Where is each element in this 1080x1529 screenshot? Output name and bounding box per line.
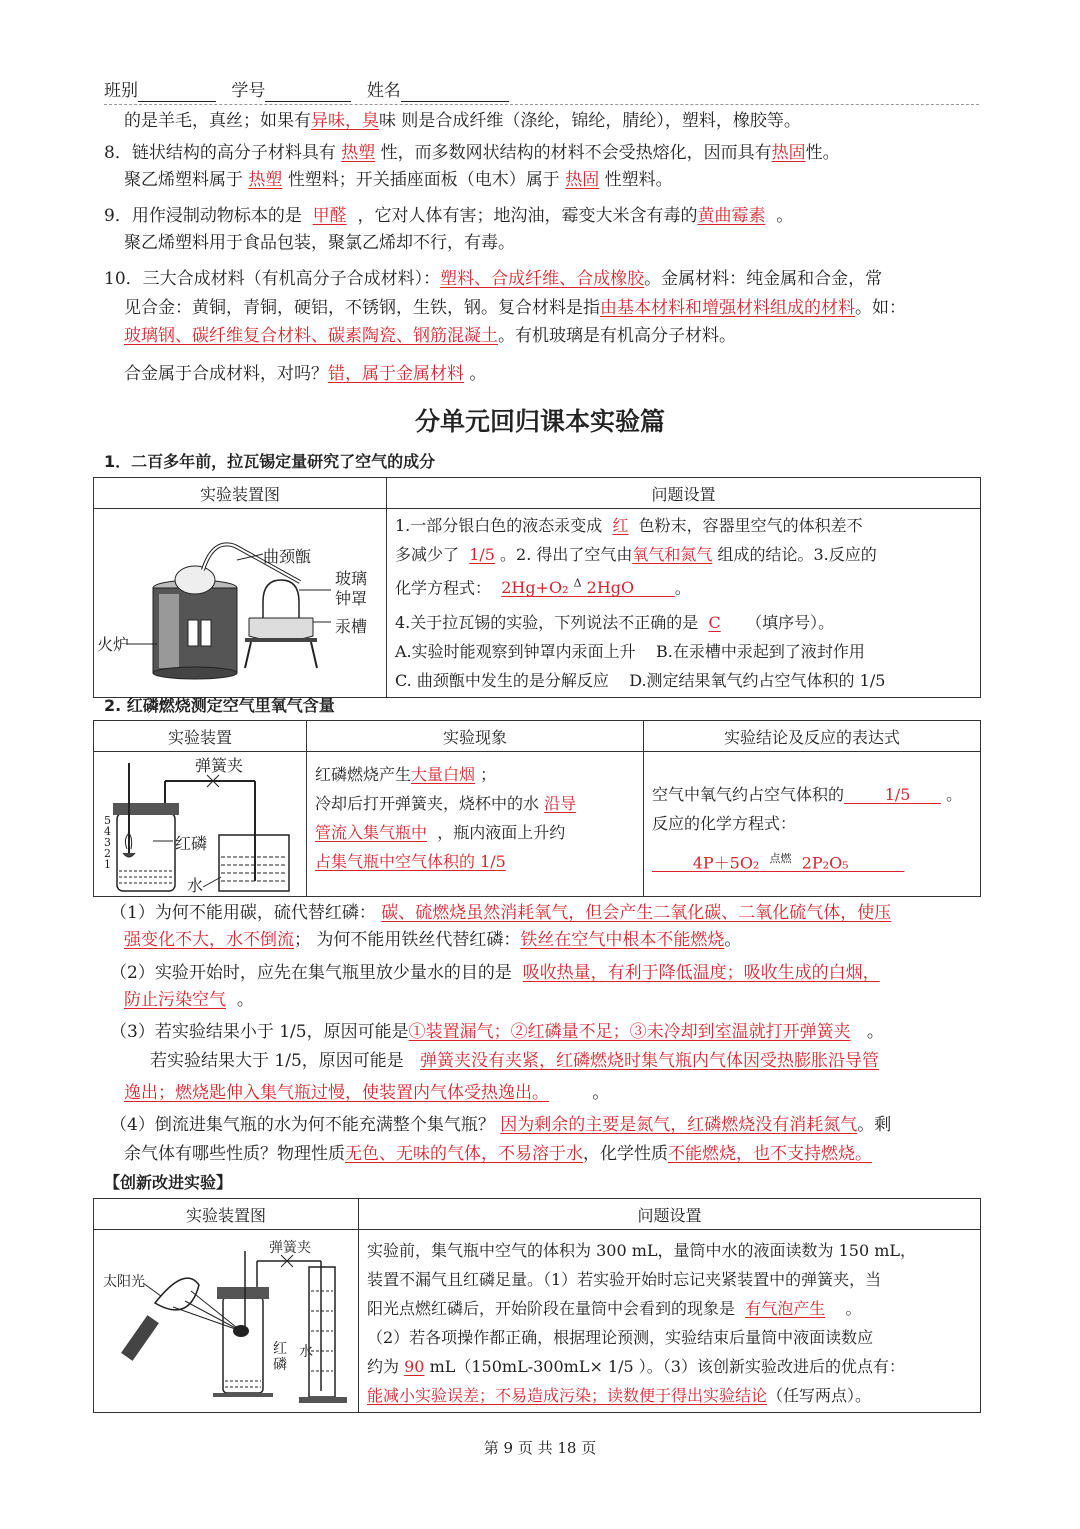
answer-equation: 4P＋5O₂ $^{点燃}$ 2P₂O₅ bbox=[692, 852, 849, 873]
text-line: 强变化不大，水不倒流； 为何不能用铁丝代替红磷：铁丝在空气中根本不能燃烧。 bbox=[124, 930, 742, 950]
figure-cell bbox=[94, 1230, 359, 1413]
col-header: 实验装置图 bbox=[94, 1199, 359, 1230]
name-blank[interactable] bbox=[401, 83, 509, 102]
answer: 管流入集气瓶中 bbox=[315, 823, 428, 842]
answer: 红 bbox=[612, 516, 629, 535]
col-header: 实验结论及反应的表达式 bbox=[644, 721, 981, 752]
class-blank[interactable] bbox=[138, 83, 216, 102]
innovation-table bbox=[93, 1198, 981, 1413]
answer: 热固 bbox=[565, 170, 600, 190]
label-phosphorus: 红磷 bbox=[175, 834, 208, 853]
label-bell-jar-2: 钟罩 bbox=[335, 589, 368, 608]
qa-3: （3）若实验结果小于 1/5，原因可能是①装置漏气；②红磷量不足；③未冷却到室温就打开弹簧夹 。 bbox=[110, 1022, 884, 1042]
answer: 塑料、合成纤维、合成橡胶 bbox=[440, 269, 645, 289]
label-trough: 汞槽 bbox=[335, 617, 368, 636]
phenomenon-cell: 红磷燃烧产生大量白烟 ； 冷却后打开弹簧夹，烧杯中的水 沿导 管流入集气瓶中 ，瓶内液面上升约 占集气瓶中空气体积的 1/5 bbox=[307, 752, 644, 897]
answer: 逸出；燃烧匙伸入集气瓶过慢，使装置内气体受热逸出。 bbox=[124, 1083, 549, 1103]
answer: 由基本材料和增强材料组成的材料 bbox=[600, 298, 855, 318]
text-line: 防止污染空气 。 bbox=[124, 990, 254, 1010]
conclusion-cell: 空气中氧气约占空气体积的 1/5 。 反应的化学方程式： 4P＋5O₂ $^{点燃}$ 2P₂O₅ bbox=[644, 752, 981, 897]
answer: C bbox=[708, 613, 721, 633]
label-water: 水 bbox=[187, 876, 204, 895]
label-furnace: 火炉 bbox=[97, 635, 130, 654]
answer: 无色、无味的气体，不易溶于水 bbox=[345, 1144, 583, 1164]
text-line: 合金属于合成材料，对吗？错，属于金属材料 。 bbox=[124, 364, 487, 384]
section-2-heading: 2. 红磷燃烧测定空气里氧气含量 bbox=[104, 696, 335, 715]
answer: 铁丝在空气中根本不能燃烧 bbox=[520, 930, 725, 950]
text-line: 见合金：黄铜，青铜，硬铝，不锈钢，生铁，钢。复合材料是指由基本材料和增强材料组成的材料。如： bbox=[124, 298, 906, 318]
student-info-header bbox=[104, 80, 979, 105]
answer: 大量白烟 bbox=[411, 765, 476, 784]
qa-4: （4）倒流进集气瓶的水为何不能充满整个集气瓶？ 因为剩余的主要是氮气，红磷燃烧没有消耗氮气。剩 bbox=[110, 1115, 892, 1135]
text-line: 聚乙烯塑料属于 热塑 性塑料；开关插座面板（电木）属于 热固 性塑料。 bbox=[124, 170, 673, 190]
answer: 1/5 bbox=[884, 785, 911, 804]
answer: 黄曲霉素 bbox=[697, 206, 766, 226]
col-header: 问题设置 bbox=[359, 1199, 981, 1230]
label-retort: 曲颈甑 bbox=[263, 547, 312, 566]
col-header: 问题设置 bbox=[387, 478, 981, 509]
answer: 沿导 bbox=[544, 794, 577, 813]
answer: 90 bbox=[404, 1357, 425, 1376]
figure-cell bbox=[94, 509, 387, 698]
id-blank[interactable] bbox=[265, 83, 351, 102]
text-line: 聚乙烯塑料用于食品包装，聚氯乙烯却不行，有毒。 bbox=[124, 233, 515, 253]
question-8: 8．链状结构的高分子材料具有 热塑 性，而多数网状结构的材料不会受热熔化，因而具有热固性。 bbox=[104, 143, 840, 163]
answer: 吸收热量，有利于降低温度；吸收生成的白烟， bbox=[522, 963, 880, 983]
answer: 占集气瓶中空气体积的 1/5 bbox=[315, 852, 506, 871]
text-line: 余气体有哪些性质？物理性质无色、无味的气体，不易溶于水，化学性质不能燃烧，也不支持燃烧。 bbox=[124, 1144, 872, 1164]
col-header: 实验现象 bbox=[307, 721, 644, 752]
answer: 弹簧夹没有夹紧，红磷燃烧时集气瓶内气体因受热膨胀沿导管 bbox=[419, 1051, 879, 1071]
figure-cell bbox=[94, 752, 307, 897]
page-number-footer: 第 9 页 共 18 页 bbox=[483, 1439, 597, 1457]
col-header: 实验装置图 bbox=[94, 478, 387, 509]
text-line: 玻璃钢、碳纤维复合材料、碳素陶瓷、钢筋混凝土。有机玻璃是有机高分子材料。 bbox=[124, 326, 736, 346]
solar-ignition-apparatus-figure bbox=[95, 1231, 357, 1411]
answer: 1/5 bbox=[469, 545, 495, 564]
answer: 异味，臭 bbox=[311, 111, 379, 131]
answer-equation: 2Hg+O₂ $^\Delta$ 2HgO bbox=[501, 577, 635, 598]
id-label: 学号 bbox=[231, 81, 266, 101]
label-phosphorus: 红 磷 bbox=[273, 1341, 287, 1373]
text-line: 逸出；燃烧匙伸入集气瓶过慢，使装置内气体受热逸出。 。 bbox=[124, 1083, 610, 1103]
answer: 玻璃钢、碳纤维复合材料、碳素陶瓷、钢筋混凝土 bbox=[124, 326, 498, 346]
text-line: 若实验结果大于 1/5，原因可能是 弹簧夹没有夹紧，红磷燃烧时集气瓶内气体因受热膨胀沿导管 bbox=[150, 1051, 879, 1071]
answer: 因为剩余的主要是氮气，红磷燃烧没有消耗氮气 bbox=[500, 1115, 858, 1135]
scale-marks: 5 4 3 2 1 bbox=[104, 814, 111, 871]
label-bell-jar-1: 玻璃 bbox=[335, 569, 368, 588]
answer: 碳、硫燃烧虽然消耗氧气，但会产生二氧化碳、二氧化硫气体，使压 bbox=[381, 903, 892, 923]
section-3-heading: 【创新改进实验】 bbox=[104, 1173, 233, 1192]
questions-cell: 1.一部分银白色的液态汞变成 红 色粉末，容器里空气的体积差不 多减少了 1/5 。2. 得出了空气由氧气和氮气 组成的结论。3.反应的 化学方程式： 2Hg+O₂ $^\Delta$ 2HgO 。 4.关于拉瓦锡的实验，下列说法不正确的是 C （填序号）。 A.实验时能观察到钟罩内汞面上升 B.在汞槽中汞起到了液封作用 C. 曲颈甑中发生的是分解反应 D.测定结果氧气约占空气体积的 1/5 bbox=[387, 509, 981, 698]
answer: 热塑 bbox=[341, 143, 376, 163]
lavoisier-table bbox=[93, 477, 981, 698]
section-1-heading: 1．二百多年前，拉瓦锡定量研究了空气的成分 bbox=[104, 452, 436, 471]
answer: 能减小实验误差；不易造成污染；读数便于得出实验结论 bbox=[367, 1386, 768, 1405]
label-clamp: 弹簧夹 bbox=[195, 756, 244, 775]
phosphorus-table bbox=[93, 720, 981, 897]
questions-cell: 实验前，集气瓶中空气的体积为 300 mL，量筒中水的液面读数为 150 mL， 装置不漏气且红磷足量。（1）若实验开始时忘记夹紧装置中的弹簧夹，当 阳光点燃红磷后，开始阶段在量筒中会看到的现象是 有气泡产生 。 （2）若各项操作都正确，根据理论预测，实验结束后量筒中液面读数应 约为 90 mL（150mL-300mL× 1/5 ）。（3）该创新实验改进后的优点有： 能减小实验误差；不易造成污染；读数便于得出实验结论（任写两点）。 bbox=[359, 1230, 981, 1413]
label-sunlight: 太阳光 bbox=[103, 1274, 145, 1290]
answer: 不能燃烧，也不支持燃烧。 bbox=[668, 1144, 872, 1164]
name-label: 姓名 bbox=[366, 81, 401, 101]
qa-2: （2）实验开始时，应先在集气瓶里放少量水的目的是 吸收热量，有利于降低温度；吸收生成的白烟， bbox=[110, 963, 880, 983]
answer: 有气泡产生 bbox=[745, 1299, 826, 1318]
qa-1: （1）为何不能用碳，硫代替红磷： 碳、硫燃烧虽然消耗氧气，但会产生二氧化碳、二氧化硫气体，使压 bbox=[110, 903, 892, 923]
answer: 强变化不大，水不倒流 bbox=[124, 930, 294, 950]
class-label: 班别 bbox=[104, 81, 138, 101]
question-9: 9．用作浸制动物标本的是 甲醛 ，它对人体有害；地沟油，霉变大米含有毒的黄曲霉素 。 bbox=[104, 206, 794, 226]
answer: 热塑 bbox=[248, 170, 283, 190]
text-line: 的是羊毛，真丝；如果有异味，臭味 则是合成纤维（涤纶，锦纶，腈纶），塑料，橡胶等。 bbox=[124, 111, 801, 131]
label-clamp: 弹簧夹 bbox=[269, 1240, 311, 1256]
label-water: 水 bbox=[299, 1344, 313, 1360]
answer: 氧气和氮气 bbox=[632, 545, 713, 564]
col-header: 实验装置 bbox=[94, 721, 307, 752]
answer: 热固 bbox=[771, 143, 806, 163]
answer: 甲醛 bbox=[312, 206, 347, 226]
answer: 防止污染空气 bbox=[124, 990, 226, 1010]
section-title: 分单元回归课本实验篇 bbox=[414, 407, 665, 436]
question-10: 10．三大合成材料（有机高分子合成材料）：塑料、合成纤维、合成橡胶。金属材料：纯金属和合金，常 bbox=[104, 269, 883, 289]
answer: 错，属于金属材料 bbox=[328, 364, 464, 384]
answer: ①装置漏气；②红磷量不足；③未冷却到室温就打开弹簧夹 bbox=[408, 1022, 851, 1042]
